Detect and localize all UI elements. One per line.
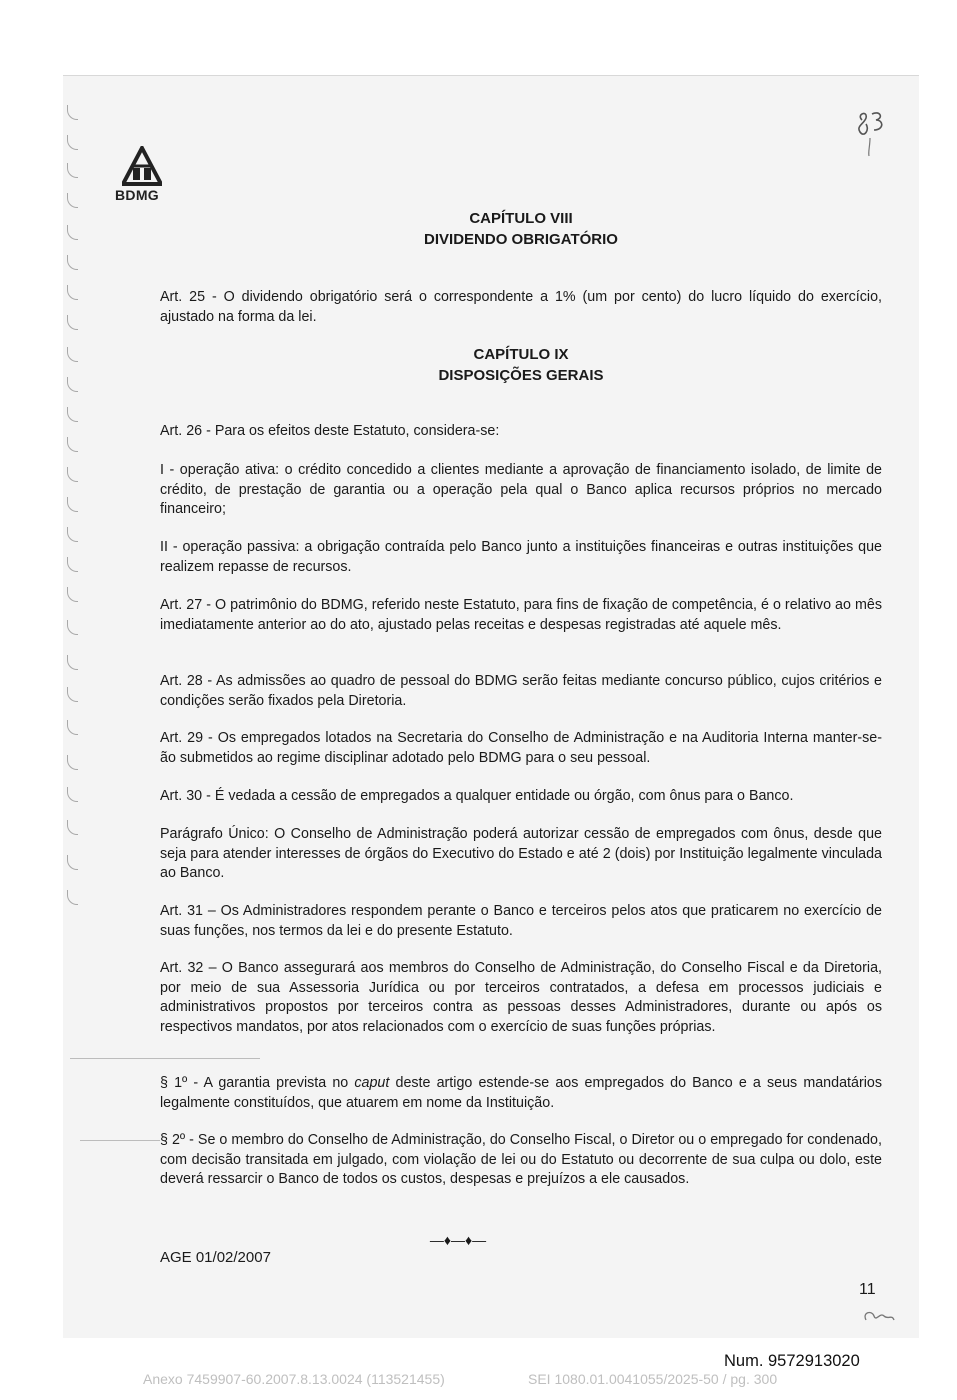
item-i: I - operação ativa: o crédito concedido a clientes mediante a aprovação de financiamento isolado, de limite de crédito, de prestação de garantia ou a operação pela qual o Banco aplica recursos próprios no mercado financeiro; — [160, 462, 882, 517]
end-ornament: —♦—♦— — [429, 1232, 487, 1248]
chapter-title: DIVIDENDO OBRIGATÓRIO — [424, 231, 618, 248]
caput-term: caput — [354, 1075, 390, 1091]
document-number: Num. 9572913020 — [724, 1352, 860, 1370]
article-27: Art. 27 - O patrimônio do BDMG, referido neste Estatuto, para fins de fixação de competência, é o relativo ao mês imediatamente anterior ao do ato, ajustado pelas receitas e despesas registradas até aquele mês. — [160, 597, 882, 633]
bdmg-logo-icon — [122, 146, 162, 186]
binding-holes — [63, 75, 93, 1337]
handwritten-initials — [860, 1306, 898, 1326]
article-30: Art. 30 - É vedada a cessão de empregados a qualquer entidade ou órgão, com ônus para o Banco. — [160, 788, 794, 804]
article-26: Art. 26 - Para os efeitos deste Estatuto, considera-se: — [160, 423, 500, 439]
paragraph-2: § 2º - Se o membro do Conselho de Administração, do Conselho Fiscal, o Diretor ou o empregado for condenado, com decisão transitada em julgado, com violação de lei ou do Estatuto ou decorrente de sua culpa ou dolo, este deverá ressarcir o Banco de todos os custos, despesas e prejuízos a ele causados. — [160, 1132, 882, 1187]
paragraph-1 — [160, 1074, 882, 1113]
footer-annex: Anexo 7459907-60.2007.8.13.0024 (113521455) — [143, 1371, 445, 1387]
scan-mark — [80, 1140, 160, 1141]
chapter-heading — [160, 208, 882, 250]
article-29: Art. 29 - Os empregados lotados na Secretaria do Conselho de Administração e na Auditoria Interna manter-se-ão submetidos ao regime disciplinar adotado pelo BDMG para o seu pessoal. — [160, 730, 882, 766]
age-date: AGE 01/02/2007 — [160, 1249, 271, 1266]
logo-text: BDMG — [115, 187, 159, 203]
chapter-number: CAPÍTULO VIII — [469, 210, 573, 227]
scan-mark — [70, 1058, 260, 1059]
paragraph-1-end: deste artigo estende-se aos empregados do Banco e a seus mandatários legalmente constituídos, que atuarem em nome da Instituição. — [160, 1075, 882, 1111]
item-ii: II - operação passiva: a obrigação contraída pelo Banco junto a instituições financeiras e outras instituições que realizem repasse de recursos. — [160, 539, 882, 575]
article-31: Art. 31 – Os Administradores respondem perante o Banco e terceiros pelos atos que praticarem no exercício de suas funções, nos termos da lei e do presente Estatuto. — [160, 903, 882, 939]
chapter-number: CAPÍTULO IX — [473, 346, 569, 363]
chapter-title: DISPOSIÇÕES GERAIS — [438, 367, 604, 384]
page-number: 11 — [859, 1281, 876, 1298]
paragraph-1-start: § 1º - A garantia prevista no — [160, 1075, 355, 1091]
article-28: Art. 28 - As admissões ao quadro de pessoal do BDMG serão feitas mediante concurso público, cujos critérios e condições serão fixados pela Diretoria. — [160, 673, 882, 709]
handwritten-page-number — [852, 108, 892, 160]
sole-paragraph: Parágrafo Único: O Conselho de Administração poderá autorizar cessão de empregados com ônus, desde que seja para atender interesses de órgãos do Executivo do Estado e até 2 (dois) por Instituição legalmente vinculada ao Banco. — [160, 826, 882, 881]
article-32: Art. 32 – O Banco assegurará aos membros do Conselho de Administração, do Conselho Fiscal e da Diretoria, por meio de sua Assessoria Jurídica ou por terceiros contratados, a defesa em processos judiciais e administrativos propostos por terceiros contra as pessoas desses Administradores, durante ou após os respectivos mandatos, por atos relacionados com o exercício de suas funções próprias. — [160, 960, 882, 1035]
article-25: Art. 25 - O dividendo obrigatório será o correspondente a 1% (um por cento) do lucro líquido do exercício, ajustado na forma da lei. — [160, 289, 882, 325]
footer-sei: SEI 1080.01.0041055/2025-50 / pg. 300 — [528, 1371, 778, 1387]
chapter-heading — [160, 344, 882, 386]
bdmg-logo — [115, 146, 185, 203]
